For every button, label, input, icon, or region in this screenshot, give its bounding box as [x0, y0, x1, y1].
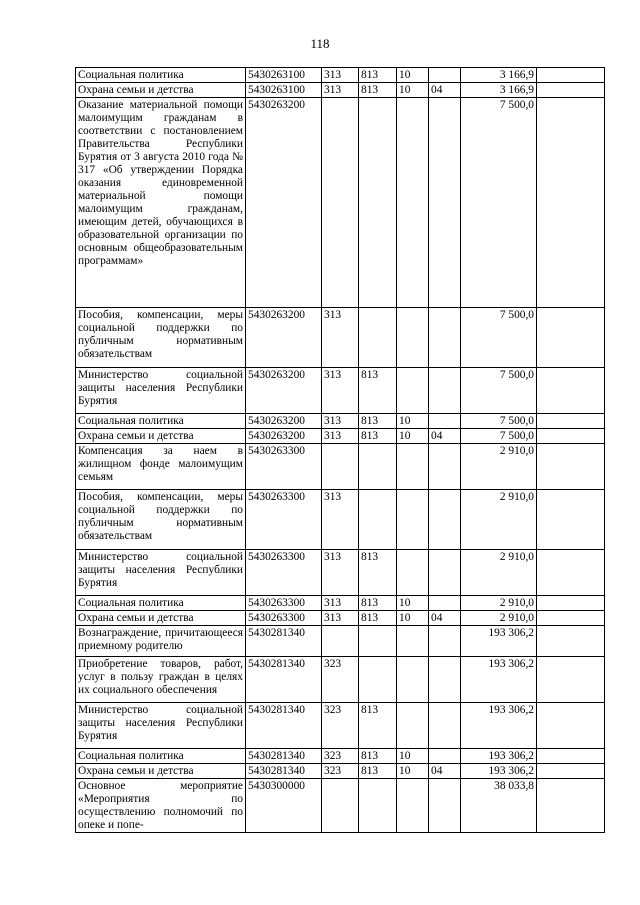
section-cell: 10	[397, 596, 429, 611]
subsection-cell	[429, 703, 461, 749]
table-row	[76, 429, 605, 444]
target-code-cell: 5430263100	[246, 68, 322, 83]
row-name-cell: Охрана семьи и детства	[76, 429, 246, 444]
amount-cell: 193 306,2	[461, 703, 537, 749]
section-cell	[397, 550, 429, 596]
section-cell	[397, 308, 429, 368]
ministry-code-cell	[359, 626, 397, 657]
empty-cell	[537, 611, 605, 626]
expense-type-cell: 323	[322, 749, 359, 764]
table-row	[76, 611, 605, 626]
ministry-code-cell: 813	[359, 764, 397, 779]
target-code-cell: 5430281340	[246, 703, 322, 749]
target-code-cell: 5430263300	[246, 596, 322, 611]
section-cell	[397, 779, 429, 833]
row-name-cell: Приобретение товаров, работ, услуг в пользу граждан в целях их социального обеспечения	[76, 657, 246, 703]
section-cell: 10	[397, 68, 429, 83]
row-name-cell: Министерство социальной защиты населения Республики Бурятия	[76, 550, 246, 596]
expense-type-cell: 313	[322, 368, 359, 414]
subsection-cell	[429, 98, 461, 308]
ministry-code-cell: 813	[359, 429, 397, 444]
row-name-cell: Пособия, компенсации, меры социальной поддержки по публичным нормативным обязательствам	[76, 490, 246, 550]
table-row	[76, 749, 605, 764]
table-row	[76, 414, 605, 429]
section-cell	[397, 368, 429, 414]
target-code-cell: 5430263200	[246, 414, 322, 429]
empty-cell	[537, 490, 605, 550]
section-cell	[397, 444, 429, 490]
section-cell	[397, 703, 429, 749]
ministry-code-cell	[359, 444, 397, 490]
amount-cell: 193 306,2	[461, 657, 537, 703]
amount-cell: 7 500,0	[461, 368, 537, 414]
expense-type-cell	[322, 779, 359, 833]
empty-cell	[537, 550, 605, 596]
expense-type-cell: 313	[322, 490, 359, 550]
table-row	[76, 596, 605, 611]
row-name-cell: Охрана семьи и детства	[76, 764, 246, 779]
ministry-code-cell: 813	[359, 596, 397, 611]
row-name-cell: Оказание материальной помощи малоимущим гражданам в соответствии с постановлением Правительства Республики Бурятия от 3 августа 2010 года № 317 «Об утверждении Порядка оказания единовременной материальной помощи малоимущим гражданам, имеющим детей, обучающихся в образовательной организации по основным общеобразовательным программам»	[76, 98, 246, 308]
target-code-cell: 5430263300	[246, 550, 322, 596]
amount-cell: 3 166,9	[461, 68, 537, 83]
table-row	[76, 444, 605, 490]
ministry-code-cell: 813	[359, 749, 397, 764]
ministry-code-cell: 813	[359, 703, 397, 749]
empty-cell	[537, 83, 605, 98]
amount-cell: 7 500,0	[461, 308, 537, 368]
empty-cell	[537, 764, 605, 779]
subsection-cell	[429, 444, 461, 490]
section-cell: 10	[397, 764, 429, 779]
section-cell	[397, 98, 429, 308]
expense-type-cell: 313	[322, 429, 359, 444]
table-row	[76, 368, 605, 414]
table-row	[76, 550, 605, 596]
target-code-cell: 5430281340	[246, 626, 322, 657]
ministry-code-cell: 813	[359, 68, 397, 83]
subsection-cell	[429, 414, 461, 429]
empty-cell	[537, 749, 605, 764]
table-row	[76, 626, 605, 657]
amount-cell: 38 033,8	[461, 779, 537, 833]
section-cell: 10	[397, 429, 429, 444]
amount-cell: 193 306,2	[461, 749, 537, 764]
target-code-cell: 5430263300	[246, 444, 322, 490]
row-name-cell: Компенсация за наем в жилищном фонде малоимущим семьям	[76, 444, 246, 490]
expense-type-cell	[322, 444, 359, 490]
table-body	[76, 68, 605, 833]
expense-type-cell: 313	[322, 308, 359, 368]
amount-cell: 2 910,0	[461, 596, 537, 611]
row-name-cell: Министерство социальной защиты населения Республики Бурятия	[76, 703, 246, 749]
table-row	[76, 490, 605, 550]
row-name-cell: Основное мероприятие «Мероприятия по осуществлению полномочий по опеке и попе-	[76, 779, 246, 833]
row-name-cell: Социальная политика	[76, 749, 246, 764]
amount-cell: 7 500,0	[461, 429, 537, 444]
amount-cell: 7 500,0	[461, 414, 537, 429]
target-code-cell: 5430263200	[246, 308, 322, 368]
ministry-code-cell	[359, 657, 397, 703]
target-code-cell: 5430281340	[246, 657, 322, 703]
table-row	[76, 657, 605, 703]
subsection-cell	[429, 779, 461, 833]
amount-cell: 7 500,0	[461, 98, 537, 308]
table-row	[76, 98, 605, 308]
empty-cell	[537, 779, 605, 833]
subsection-cell	[429, 550, 461, 596]
amount-cell: 3 166,9	[461, 83, 537, 98]
ministry-code-cell: 813	[359, 550, 397, 596]
empty-cell	[537, 68, 605, 83]
row-name-cell: Социальная политика	[76, 414, 246, 429]
row-name-cell: Социальная политика	[76, 68, 246, 83]
target-code-cell: 5430300000	[246, 779, 322, 833]
section-cell: 10	[397, 611, 429, 626]
budget-table	[75, 67, 605, 833]
subsection-cell	[429, 368, 461, 414]
section-cell: 10	[397, 83, 429, 98]
ministry-code-cell	[359, 308, 397, 368]
amount-cell: 2 910,0	[461, 490, 537, 550]
row-name-cell: Пособия, компенсации, меры социальной поддержки по публичным нормативным обязательствам	[76, 308, 246, 368]
section-cell	[397, 490, 429, 550]
empty-cell	[537, 657, 605, 703]
empty-cell	[537, 596, 605, 611]
ministry-code-cell	[359, 490, 397, 550]
expense-type-cell: 313	[322, 550, 359, 596]
empty-cell	[537, 98, 605, 308]
ministry-code-cell: 813	[359, 414, 397, 429]
expense-type-cell: 313	[322, 68, 359, 83]
row-name-cell: Охрана семьи и детства	[76, 611, 246, 626]
expense-type-cell: 313	[322, 83, 359, 98]
expense-type-cell: 323	[322, 657, 359, 703]
empty-cell	[537, 444, 605, 490]
empty-cell	[537, 429, 605, 444]
expense-type-cell: 313	[322, 414, 359, 429]
subsection-cell: 04	[429, 429, 461, 444]
section-cell	[397, 657, 429, 703]
subsection-cell	[429, 490, 461, 550]
subsection-cell	[429, 308, 461, 368]
table-row	[76, 703, 605, 749]
empty-cell	[537, 626, 605, 657]
ministry-code-cell	[359, 98, 397, 308]
target-code-cell: 5430263300	[246, 611, 322, 626]
subsection-cell	[429, 68, 461, 83]
empty-cell	[537, 368, 605, 414]
table-row	[76, 764, 605, 779]
expense-type-cell: 313	[322, 596, 359, 611]
target-code-cell: 5430281340	[246, 764, 322, 779]
subsection-cell: 04	[429, 764, 461, 779]
subsection-cell: 04	[429, 611, 461, 626]
subsection-cell: 04	[429, 83, 461, 98]
ministry-code-cell: 813	[359, 611, 397, 626]
row-name-cell: Министерство социальной защиты населения Республики Бурятия	[76, 368, 246, 414]
target-code-cell: 5430263300	[246, 490, 322, 550]
target-code-cell: 5430263200	[246, 98, 322, 308]
expense-type-cell: 323	[322, 703, 359, 749]
row-name-cell: Социальная политика	[76, 596, 246, 611]
subsection-cell	[429, 657, 461, 703]
table-row	[76, 83, 605, 98]
section-cell: 10	[397, 414, 429, 429]
target-code-cell: 5430281340	[246, 749, 322, 764]
empty-cell	[537, 703, 605, 749]
expense-type-cell: 313	[322, 611, 359, 626]
amount-cell: 2 910,0	[461, 444, 537, 490]
target-code-cell: 5430263200	[246, 429, 322, 444]
subsection-cell	[429, 626, 461, 657]
table-row	[76, 308, 605, 368]
amount-cell: 2 910,0	[461, 550, 537, 596]
amount-cell: 193 306,2	[461, 764, 537, 779]
target-code-cell: 5430263200	[246, 368, 322, 414]
section-cell: 10	[397, 749, 429, 764]
subsection-cell	[429, 749, 461, 764]
ministry-code-cell	[359, 779, 397, 833]
empty-cell	[537, 414, 605, 429]
row-name-cell: Вознаграждение, причитающееся приемному родителю	[76, 626, 246, 657]
amount-cell: 193 306,2	[461, 626, 537, 657]
expense-type-cell	[322, 98, 359, 308]
amount-cell: 2 910,0	[461, 611, 537, 626]
ministry-code-cell: 813	[359, 83, 397, 98]
expense-type-cell: 323	[322, 764, 359, 779]
row-name-cell: Охрана семьи и детства	[76, 83, 246, 98]
page-number: 118	[310, 36, 330, 51]
empty-cell	[537, 308, 605, 368]
table-row	[76, 779, 605, 833]
ministry-code-cell: 813	[359, 368, 397, 414]
table-row	[76, 68, 605, 83]
expense-type-cell	[322, 626, 359, 657]
subsection-cell	[429, 596, 461, 611]
target-code-cell: 5430263100	[246, 83, 322, 98]
section-cell	[397, 626, 429, 657]
